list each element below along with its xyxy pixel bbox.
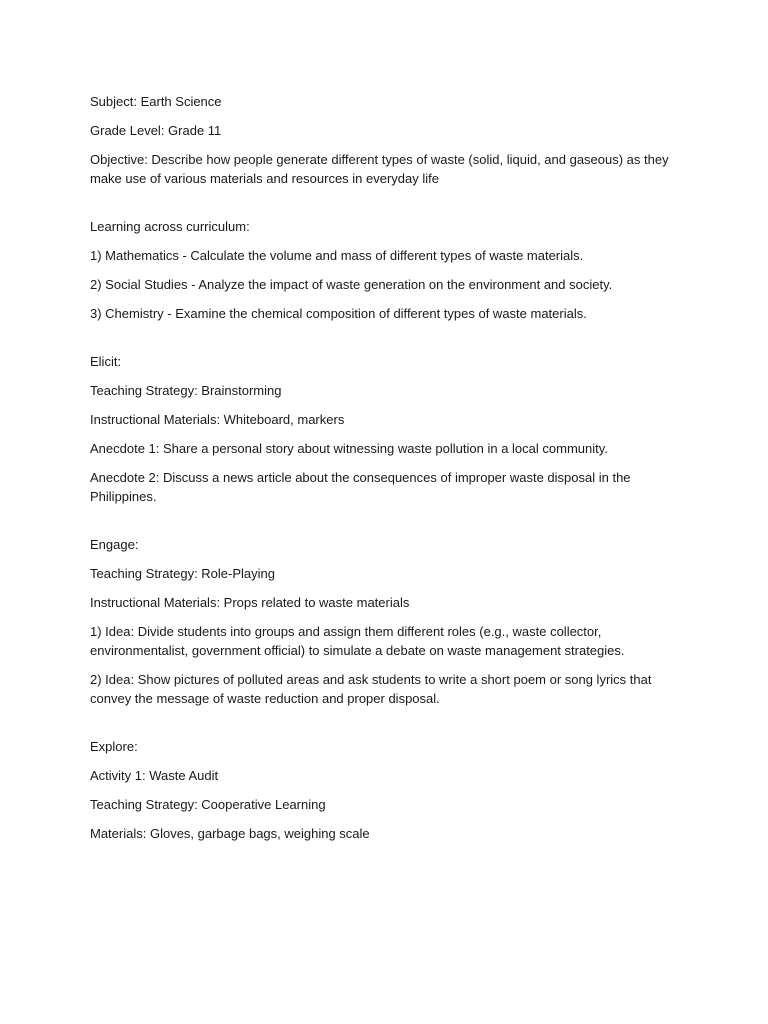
curriculum-item-chemistry: 3) Chemistry - Examine the chemical composition of different types of waste materials. xyxy=(90,306,587,321)
grade-level-line: Grade Level: Grade 11 xyxy=(90,123,222,138)
document-body xyxy=(90,92,670,853)
engage-instructional-materials: Instructional Materials: Props related to waste materials xyxy=(90,595,410,610)
explore-activity-1: Activity 1: Waste Audit xyxy=(90,768,219,783)
engage-idea-2: 2) Idea: Show pictures of polluted areas and ask students to write a short poem or song lyrics that convey the message of waste reduction and proper disposal. xyxy=(90,672,652,706)
engage-idea-1: 1) Idea: Divide students into groups and assign them different roles (e.g., waste collector, environmentalist, government official) to simulate a debate on waste management strategies. xyxy=(90,624,625,658)
section-spacer xyxy=(90,718,670,737)
engage-heading: Engage: xyxy=(90,537,139,552)
curriculum-item-social-studies: 2) Social Studies - Analyze the impact of waste generation on the environment and society. xyxy=(90,277,613,292)
learning-across-heading: Learning across curriculum: xyxy=(90,219,250,234)
elicit-teaching-strategy: Teaching Strategy: Brainstorming xyxy=(90,383,282,398)
explore-heading: Explore: xyxy=(90,739,138,754)
engage-teaching-strategy: Teaching Strategy: Role-Playing xyxy=(90,566,275,581)
objective-paragraph: Objective: Describe how people generate different types of waste (solid, liquid, and gaseous) as they make use of various materials and resources in everyday life xyxy=(90,152,669,186)
explore-materials: Materials: Gloves, garbage bags, weighing scale xyxy=(90,826,370,841)
section-spacer xyxy=(90,198,670,217)
section-spacer xyxy=(90,333,670,352)
explore-teaching-strategy: Teaching Strategy: Cooperative Learning xyxy=(90,797,326,812)
section-spacer xyxy=(90,516,670,535)
subject-line: Subject: Earth Science xyxy=(90,94,222,109)
elicit-anecdote-1: Anecdote 1: Share a personal story about witnessing waste pollution in a local community. xyxy=(90,441,608,456)
elicit-instructional-materials: Instructional Materials: Whiteboard, markers xyxy=(90,412,345,427)
elicit-anecdote-2: Anecdote 2: Discuss a news article about the consequences of improper waste disposal in the Philippines. xyxy=(90,470,631,504)
curriculum-item-mathematics: 1) Mathematics - Calculate the volume and mass of different types of waste materials. xyxy=(90,248,584,263)
elicit-heading: Elicit: xyxy=(90,354,122,369)
